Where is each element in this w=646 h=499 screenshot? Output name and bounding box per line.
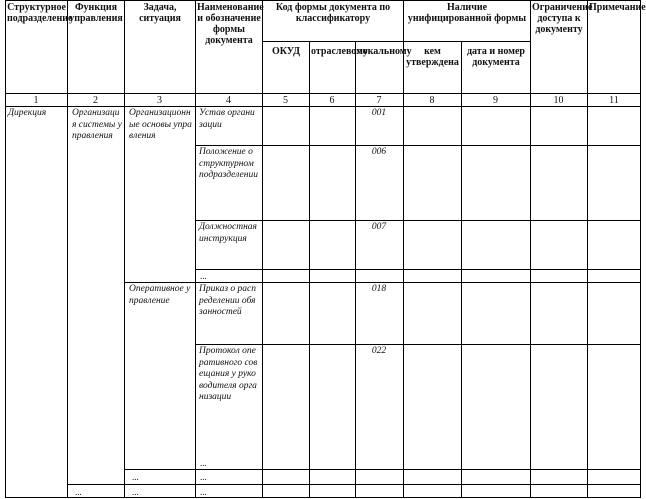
header-access-restriction: Ограничение доступа к документу bbox=[532, 2, 593, 35]
header-approved-by: кем утверждена bbox=[406, 46, 459, 68]
local-code-cell: 001 bbox=[371, 108, 387, 118]
ellipsis: ... bbox=[200, 487, 207, 497]
column-number: 4 bbox=[226, 95, 231, 106]
column-number: 6 bbox=[329, 95, 335, 106]
header-unified-form: Наличие унифицированной формы bbox=[407, 2, 527, 24]
ellipsis: ... bbox=[75, 487, 82, 497]
column-number: 2 bbox=[93, 95, 98, 106]
ellipsis: ... bbox=[132, 472, 139, 482]
local-code-cell: 007 bbox=[371, 222, 387, 232]
column-number: 8 bbox=[429, 95, 435, 106]
column-number: 9 bbox=[493, 95, 498, 106]
header-classifier-code: Код формы документа по классификатору bbox=[275, 2, 391, 24]
header-okud: ОКУД bbox=[271, 46, 301, 57]
header-task-situation: Задача, ситуация bbox=[139, 2, 181, 24]
column-number: 5 bbox=[283, 95, 288, 106]
ellipsis: ... bbox=[132, 487, 139, 497]
local-code-cell: 022 bbox=[371, 346, 387, 356]
header-structural-division: Структурное подразделение bbox=[7, 2, 73, 24]
document-name-cell: Устав организации bbox=[199, 108, 255, 130]
document-name-cell: Протокол оперативного совещания у руководителя организации bbox=[199, 346, 258, 403]
document-name-cell: Положение о структурном подразделении bbox=[199, 147, 258, 181]
task-cell-organizational: Организационные основы управления bbox=[129, 108, 192, 142]
ellipsis: ... bbox=[200, 458, 207, 468]
column-number: 7 bbox=[376, 95, 382, 106]
header-local-code: локальному bbox=[357, 46, 412, 57]
header-management-function: Функция управления bbox=[69, 2, 123, 24]
header-doc-date-number: дата и номер документа bbox=[467, 46, 525, 68]
document-name-cell: Приказ о распределении обязанностей bbox=[199, 284, 256, 318]
ellipsis: ... bbox=[200, 271, 207, 281]
column-number: 11 bbox=[609, 95, 619, 106]
task-cell-operational: Оперативное управление bbox=[129, 284, 191, 306]
ellipsis: ... bbox=[200, 472, 207, 482]
header-industry-code: отраслевому bbox=[311, 46, 368, 57]
header-document-name: Наименование и обозначение формы документа bbox=[197, 2, 264, 46]
function-cell: Организация системы управления bbox=[72, 108, 122, 142]
column-number: 10 bbox=[553, 95, 564, 106]
division-cell: Дирекция bbox=[8, 108, 47, 118]
local-code-cell: 018 bbox=[371, 284, 387, 294]
document-name-cell: Должностная инструкция bbox=[199, 222, 257, 244]
column-number: 3 bbox=[157, 95, 162, 106]
header-note: Примечание bbox=[589, 2, 646, 13]
column-number: 1 bbox=[33, 95, 39, 106]
local-code-cell: 006 bbox=[371, 147, 387, 157]
